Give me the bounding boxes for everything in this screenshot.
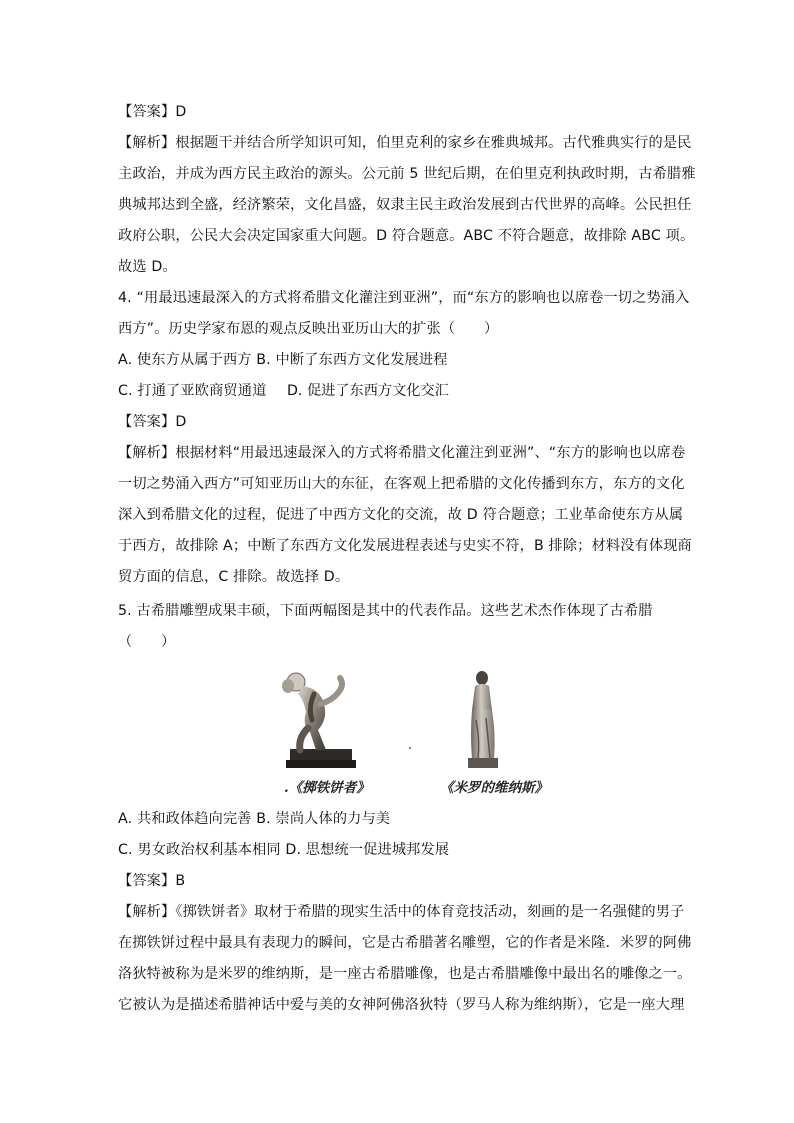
q4-option-d: D. 促进了东西方文化交汇 <box>287 383 449 399</box>
q3-analysis-line-4: 政府公职，公民大会决定国家重大问题。D 符合题意。ABC 不符合题意，故排除 ABC 项。 <box>118 228 695 244</box>
sculpture-figure <box>268 664 568 804</box>
q4-analysis-line-1: 【解析】根据材料“用最迅速最深入的方式将希腊文化灌注到亚洲”、“东方的影响也以席卷 <box>118 445 686 461</box>
q4-option-c: C. 打通了亚欧商贸通道 <box>118 383 267 399</box>
q4-options-ab: A. 使东方从属于西方 B. 中断了东西方文化发展进程 <box>118 352 448 368</box>
q5-stem-line-2: （ ） <box>118 634 176 650</box>
q5-answer: 【答案】B <box>118 873 186 889</box>
q3-analysis-line-5: 故选 D。 <box>118 259 177 275</box>
q4-analysis-line-3: 深入到希腊文化的过程，促进了中西方文化的交流，故 D 符合题意；工业革命使东方从属 <box>118 507 684 523</box>
q4-stem-line-1: 4. “用最迅速最深入的方式将希腊文化灌注到亚洲”，而“东方的影响也以席卷一切之势涌入 <box>118 290 690 306</box>
q3-analysis-line-1: 【解析】根据题干并结合所学知识可知，伯里克利的家乡在雅典城邦。古代雅典实行的是民 <box>118 135 692 151</box>
q5-analysis-line-1: 【解析】《掷铁饼者》取材于希腊的现实生活中的体育竞技活动，刻画的是一名强健的男子 <box>118 904 685 920</box>
q4-analysis-line-4: 于西方，故排除 A；中断了东西方文化发展进程表述与史实不符，B 排除；材料没有体现商 <box>118 538 692 554</box>
caption-discobolus: .《掷铁饼者》 <box>284 780 370 796</box>
q5-analysis-line-3: 洛狄特被称为是米罗的维纳斯，是一座古希腊雕像，也是古希腊雕像中最出名的雕像之一。 <box>118 966 692 982</box>
q3-answer: 【答案】D <box>118 104 187 120</box>
q5-options-cd: C. 男女政治权利基本相同 D. 思想统一促进城邦发展 <box>118 842 450 858</box>
caption-venus-de-milo: 《米罗的维纳斯》 <box>440 780 548 796</box>
q4-analysis-line-2: 一切之势涌入西方”可知亚历山大的东征，在客观上把希腊的文化传播到东方，东方的文化 <box>118 476 685 492</box>
q4-analysis-line-5: 贸方面的信息，C 排除。故选择 D。 <box>118 569 350 585</box>
q4-stem-line-2: 西方”。历史学家布恩的观点反映出亚历山大的扩张（ ） <box>118 321 499 337</box>
q5-analysis-line-2: 在掷铁饼过程中最具有表现力的瞬间，它是古希腊著名雕塑，它的作者是米隆．米罗的阿佛 <box>118 935 692 951</box>
q5-analysis-line-4: 它被认为是描述希腊神话中爱与美的女神阿佛洛狄特（罗马人称为维纳斯），它是一座大理 <box>118 997 685 1013</box>
q3-analysis-line-2: 主政治，并成为西方民主政治的源头。公元前 5 世纪后期，在伯里克利执政时期，古希腊雅 <box>118 166 696 182</box>
q3-analysis-line-3: 典城邦达到全盛，经济繁荣，文化昌盛，奴隶主民主政治发展到古代世界的高峰。公民担任 <box>118 197 692 213</box>
q5-stem-line-1: 5. 古希腊雕塑成果丰硕，下面两幅图是其中的代表作品。这些艺术杰作体现了古希腊 <box>118 603 653 619</box>
q5-options-ab: A. 共和政体趋向完善 B. 崇尚人体的力与美 <box>118 811 391 827</box>
q4-answer: 【答案】D <box>118 414 187 430</box>
